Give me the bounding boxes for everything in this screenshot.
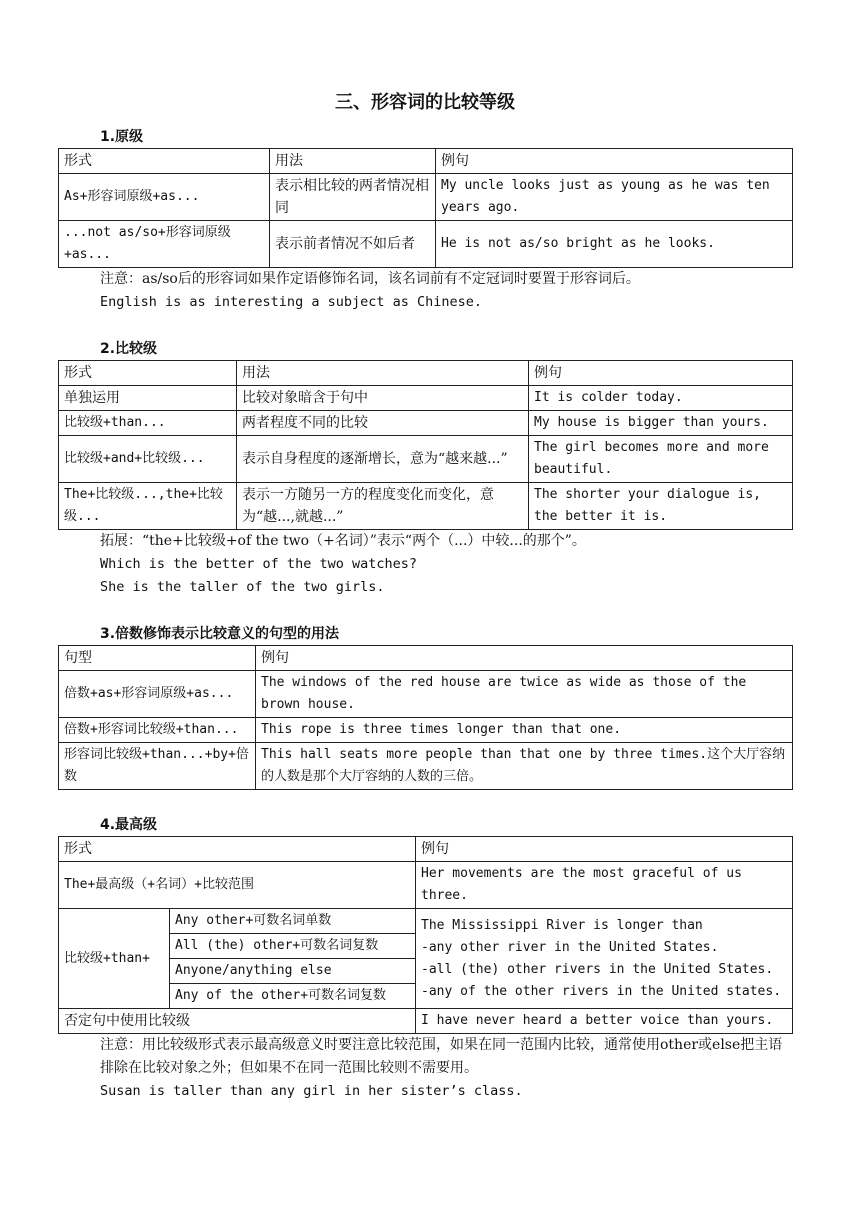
note-text: 注意：用比较级形式表示最高级意义时要注意比较范围，如果在同一范围内比较，通常使用other或else把主语排除在比较对象之外；但如果不在同一范围比较则不需要用。 — [100, 1037, 783, 1076]
usage-cell: 表示一方随另一方的程度变化而变化，意为“越...,就越...” — [237, 483, 529, 530]
form-cell: ...not as/so+形容词原级+as... — [59, 221, 270, 268]
note-text: 注意：as/so后的形容词如果作定语修饰名词，该名词前有不定冠词时要置于形容词后。 — [100, 271, 640, 287]
example-cell: He is not as/so bright as he looks. — [436, 221, 793, 268]
table-row — [59, 909, 793, 934]
example-cell: My uncle looks just as young as he was ten years ago. — [436, 174, 793, 221]
example-cell: I have never heard a better voice than yours. — [416, 1009, 793, 1034]
pattern-cell: 倍数+as+形容词原级+as... — [59, 671, 256, 718]
table-header-row — [59, 149, 793, 174]
example-sentence: Susan is taller than any girl in her sister’s class. — [100, 1083, 523, 1099]
form-cell: 否定句中使用比较级 — [59, 1009, 416, 1034]
multiples-table — [58, 645, 793, 790]
table-row — [59, 743, 793, 790]
example-sentence: She is the taller of the two girls. — [100, 579, 385, 595]
example-cell: This rope is three times longer than that one. — [256, 718, 793, 743]
table-row — [59, 862, 793, 909]
example-line: -any of the other rivers in the United states. — [421, 983, 782, 999]
table-row — [59, 174, 793, 221]
example-line: -any other river in the United States. — [421, 939, 719, 955]
usage-cell: 表示自身程度的逐渐增长，意为“越来越...” — [237, 436, 529, 483]
header-cell: 例句 — [529, 361, 793, 386]
example-sentence: English is as interesting a subject as Chinese. — [100, 294, 483, 310]
form-cell: 单独运用 — [59, 386, 237, 411]
usage-cell: 比较对象暗含于句中 — [237, 386, 529, 411]
header-cell: 形式 — [59, 149, 270, 174]
pattern-cell: 形容词比较级+than...+by+倍数 — [59, 743, 256, 790]
sub-item-cell: Any other+可数名词单数 — [170, 909, 416, 934]
usage-cell: 两者程度不同的比较 — [237, 411, 529, 436]
section-heading-multiples: 3.倍数修饰表示比较意义的句型的用法 — [100, 626, 340, 642]
example-sentence: Which is the better of the two watches? — [100, 556, 417, 572]
header-cell: 形式 — [59, 837, 416, 862]
table-row — [59, 386, 793, 411]
header-cell: 用法 — [270, 149, 436, 174]
example-cell: This hall seats more people than that one by three times.这个大厅容纳的人数是那个大厅容纳的人数的三倍。 — [256, 743, 793, 790]
usage-cell: 表示相比较的两者情况相同 — [270, 174, 436, 221]
header-cell: 例句 — [256, 646, 793, 671]
table-row — [59, 436, 793, 483]
header-cell: 用法 — [237, 361, 529, 386]
sub-item-cell: Any of the other+可数名词复数 — [170, 984, 416, 1009]
table-header-row — [59, 361, 793, 386]
example-cell: My house is bigger than yours. — [529, 411, 793, 436]
document-page — [58, 88, 792, 1103]
note-text: 拓展：“the+比较级+of the two（+名词）”表示“两个（...）中较...的那个”。 — [100, 533, 586, 549]
page-title: 三、形容词的比较等级 — [335, 92, 515, 113]
table-row — [59, 1009, 793, 1034]
superlative-table — [58, 836, 793, 1034]
sub-item-cell: All (the) other+可数名词复数 — [170, 934, 416, 959]
example-cell: The shorter your dialogue is, the better it is. — [529, 483, 793, 530]
table-row — [59, 671, 793, 718]
table-row — [59, 718, 793, 743]
table-row — [59, 221, 793, 268]
example-cell: It is colder today. — [529, 386, 793, 411]
positive-degree-table — [58, 148, 793, 268]
form-cell: The+比较级...,the+比较级... — [59, 483, 237, 530]
group-example-cell — [416, 909, 793, 1009]
group-label-cell: 比较级+than+ — [59, 909, 170, 1009]
header-cell: 例句 — [416, 837, 793, 862]
pattern-cell: 倍数+形容词比较级+than... — [59, 718, 256, 743]
example-cell: The girl becomes more and more beautiful. — [529, 436, 793, 483]
header-cell: 形式 — [59, 361, 237, 386]
comparative-degree-table — [58, 360, 793, 530]
example-line: -all (the) other rivers in the United States. — [421, 961, 774, 977]
example-cell: Her movements are the most graceful of us three. — [416, 862, 793, 909]
example-cell: The windows of the red house are twice as wide as those of the brown house. — [256, 671, 793, 718]
table-header-row — [59, 837, 793, 862]
table-row — [59, 411, 793, 436]
sub-item-cell: Anyone/anything else — [170, 959, 416, 984]
header-cell: 例句 — [436, 149, 793, 174]
usage-cell: 表示前者情况不如后者 — [270, 221, 436, 268]
table-header-row — [59, 646, 793, 671]
example-line: The Mississippi River is longer than — [421, 917, 703, 933]
table-row — [59, 483, 793, 530]
section-heading-positive: 1.原级 — [100, 129, 144, 145]
section-heading-superlative: 4.最高级 — [100, 817, 158, 833]
form-cell: The+最高级（+名词）+比较范围 — [59, 862, 416, 909]
form-cell: 比较级+than... — [59, 411, 237, 436]
header-cell: 句型 — [59, 646, 256, 671]
form-cell: 比较级+and+比较级... — [59, 436, 237, 483]
form-cell: As+形容词原级+as... — [59, 174, 270, 221]
section-heading-comparative: 2.比较级 — [100, 341, 158, 357]
